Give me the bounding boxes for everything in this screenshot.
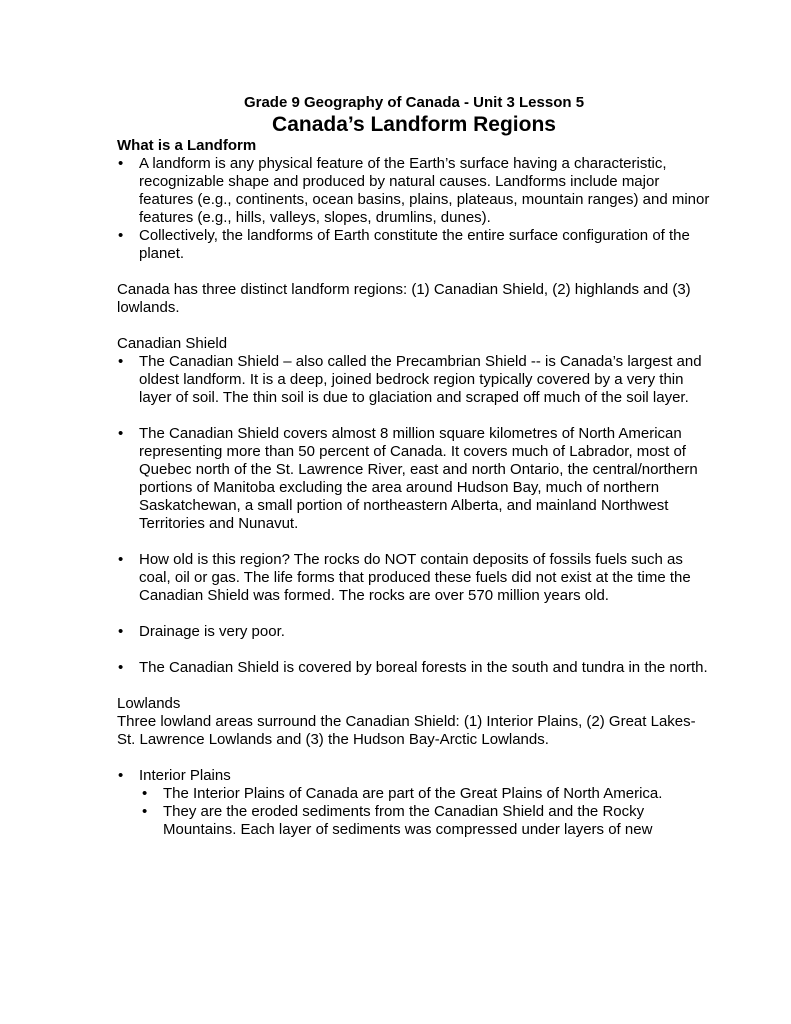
- landform-section: [117, 137, 711, 317]
- landform-bullets: [117, 155, 711, 263]
- list-item: • How old is this region? The rocks do NOT contain deposits of fossils fuels such as coal, oil or gas. The life forms that produced these fuels did not exist at the time the Canadian Shield was formed. The rocks are over 570 million years old.: [117, 551, 711, 605]
- lowlands-bullets: [117, 767, 711, 839]
- document-title: Canada’s Landform Regions: [272, 113, 556, 136]
- list-item: • Drainage is very poor.: [117, 623, 711, 641]
- shield-bullets-5: [117, 659, 711, 677]
- list-item: • The Canadian Shield is covered by boreal forests in the south and tundra in the north.: [117, 659, 711, 677]
- lowlands-heading: Lowlands: [117, 695, 181, 712]
- list-item: • Collectively, the landforms of Earth constitute the entire surface configuration of the planet.: [117, 227, 711, 263]
- lowlands-section: [117, 695, 711, 839]
- list-item: [117, 767, 711, 839]
- document-subtitle: Grade 9 Geography of Canada - Unit 3 Lesson 5: [243, 94, 585, 111]
- list-item: • The Canadian Shield – also called the Precambrian Shield -- is Canada’s largest and oldest landform. It is a deep, joined bedrock region typically covered by a very thin layer of soil. The thin soil is due to glaciation and scraped off much of the soil layer.: [117, 353, 711, 407]
- regions-intro: Canada has three distinct landform regions: (1) Canadian Shield, (2) highlands and (3) lowlands.: [117, 281, 691, 316]
- list-item: • A landform is any physical feature of the Earth’s surface having a characteristic, recognizable shape and produced by natural causes. Landforms include major features (e.g., continents, ocean basins, plains, plateaus, mountain ranges) and minor features (e.g., hills, valleys, slopes, drumlins, dunes).: [117, 155, 711, 227]
- interior-plains-label: Interior Plains: [139, 767, 231, 784]
- list-item: • They are the eroded sediments from the Canadian Shield and the Rocky Mountains. Each layer of sediments was compressed under layers of new: [139, 803, 711, 839]
- shield-bullets-4: [117, 623, 711, 641]
- shield-bullets-3: [117, 551, 711, 605]
- interior-plains-bullets: [139, 785, 711, 839]
- shield-section: [117, 335, 711, 677]
- shield-bullets-2: [117, 425, 711, 533]
- list-item: • The Canadian Shield covers almost 8 million square kilometres of North American representing more than 50 percent of Canada. It covers much of Labrador, most of Quebec north of the St. Lawrence River, east and north Ontario, the central/northern portions of Manitoba excluding the area around Hudson Bay, much of northern Saskatchewan, a small portion of northeastern Alberta, and mainland Northwest Territories and Nunavut.: [117, 425, 711, 533]
- lowlands-intro: Three lowland areas surround the Canadian Shield: (1) Interior Plains, (2) Great Lakes-St. Lawrence Lowlands and (3) the Hudson Bay-Arctic Lowlands.: [117, 713, 696, 748]
- landform-heading: What is a Landform: [117, 137, 257, 154]
- list-item: • The Interior Plains of Canada are part of the Great Plains of North America.: [139, 785, 711, 803]
- shield-bullets: [117, 353, 711, 407]
- shield-heading: Canadian Shield: [117, 335, 228, 352]
